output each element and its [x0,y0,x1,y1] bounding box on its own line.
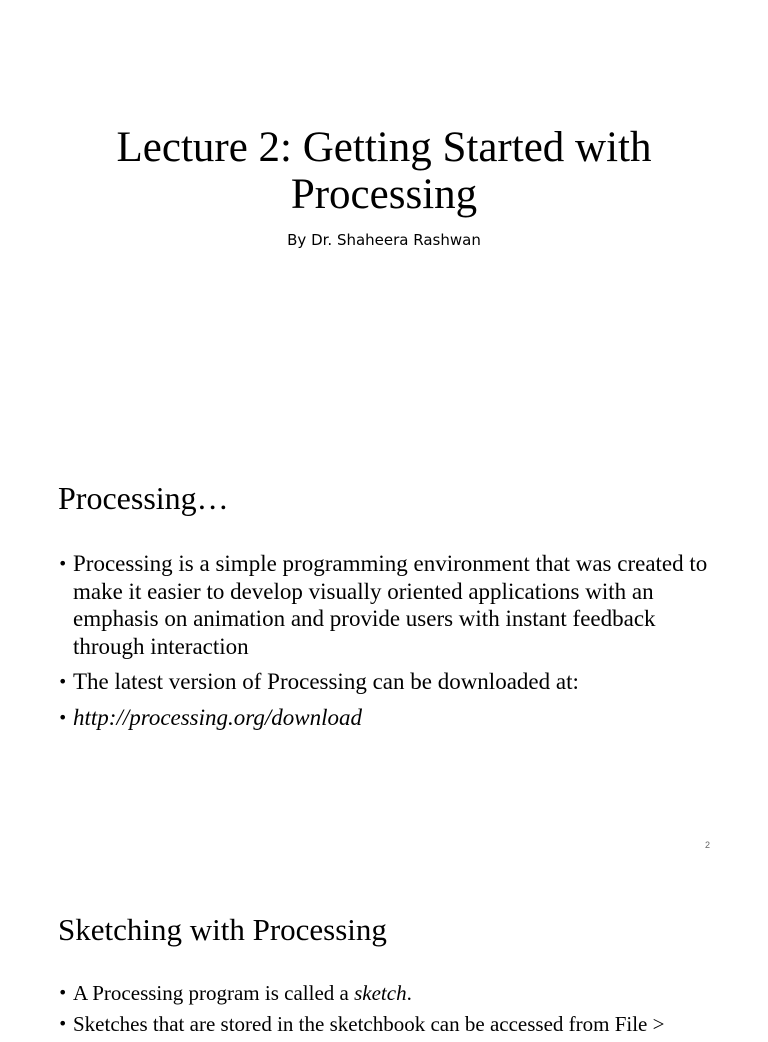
download-link[interactable]: http://processing.org/download [73,704,362,730]
lecture-title-line-1: Lecture 2: Getting Started with [116,124,652,171]
author-subtitle: By Dr. Shaheera Rashwan [287,231,481,249]
list-item [58,550,718,660]
bullet-text: Processing is a simple programming environment that was created to make it easier to develop visually oriented applications with an emphasis on animation and provide users with instant feedback through interaction [73,551,708,659]
bullet-text: Sketches that are stored in the sketchbook can be accessed from File > [73,1012,665,1036]
lecture-title-line-2: Processing [290,171,478,218]
list-item [58,1011,738,1037]
bullet-icon: • [58,1014,68,1033]
bullet-icon: • [58,707,68,727]
list-item [58,980,738,1006]
bullet-icon: • [58,672,68,691]
slide-heading: Processing… [58,480,229,516]
list-item [58,668,718,696]
list-item [58,704,718,732]
bullet-text-suffix: . [406,981,412,1005]
sketch-term: sketch [354,981,407,1005]
sketching-slide [0,864,768,1036]
bullet-text: The latest version of Processing can be downloaded at: [73,669,579,694]
bullet-text-prefix: A Processing program is called a [73,981,355,1005]
processing-intro-slide [0,432,768,864]
bullet-icon: • [58,983,68,1002]
bullet-icon: • [58,554,68,573]
slide-heading: Sketching with Processing [58,912,387,947]
bullet-list [58,980,738,1042]
bullet-list [58,550,718,739]
page-number: 2 [704,840,710,850]
lecture-title [0,124,768,218]
title-slide [0,0,768,432]
